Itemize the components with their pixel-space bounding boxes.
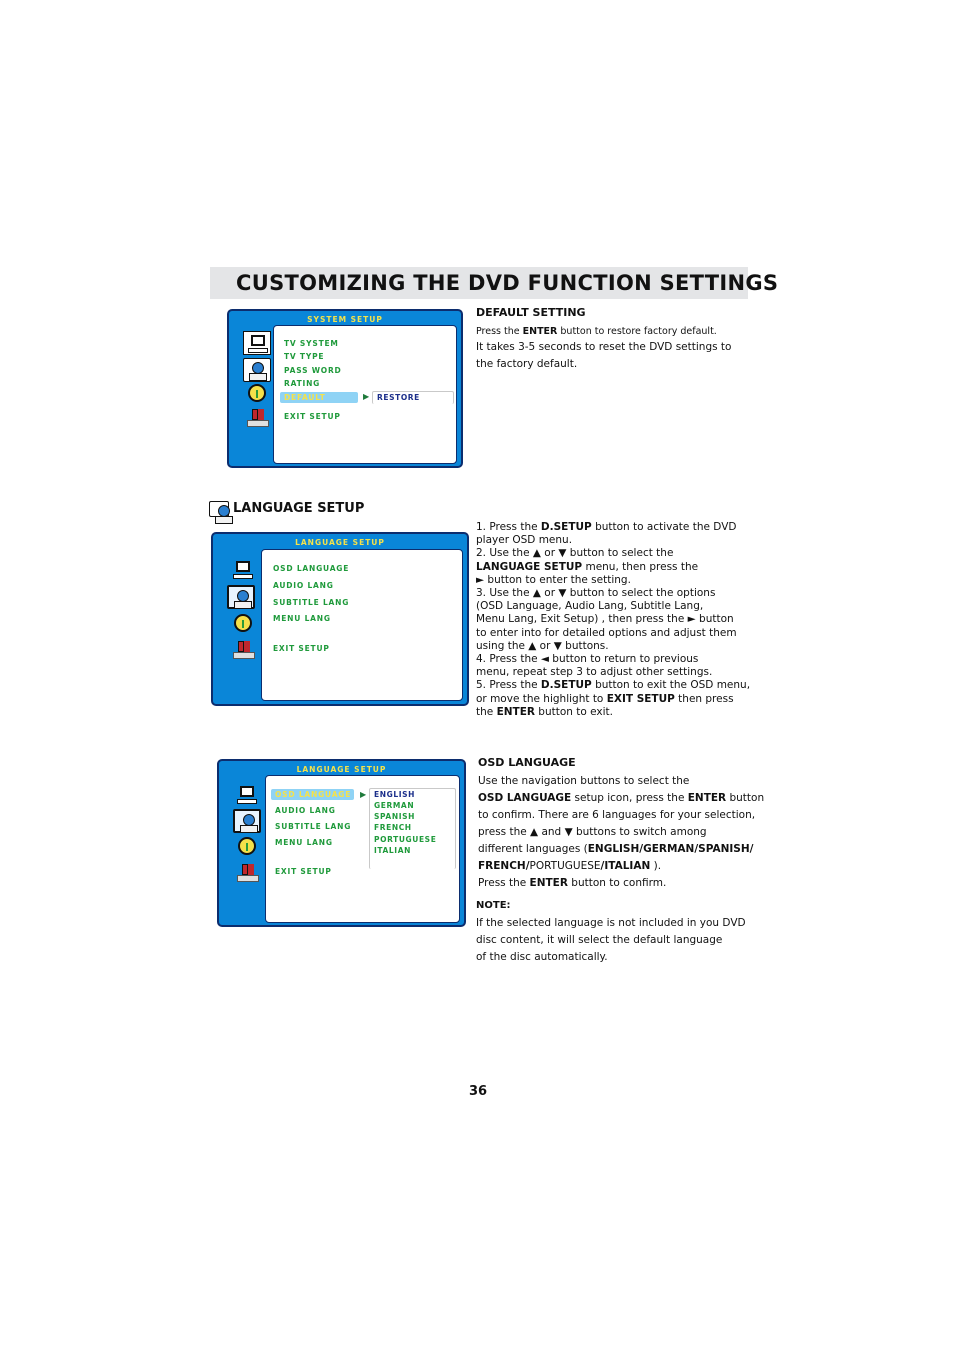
menu-item-osd-language[interactable]: OSD LANGUAGE (271, 789, 354, 800)
language-setup-step-line-10: using the ▲ or ▼ buttons. (476, 639, 609, 652)
submenu-item-english[interactable]: ENGLISH (374, 790, 416, 799)
osd-language-line-1: Use the navigation buttons to select the (478, 775, 690, 787)
menu-item-menu-lang[interactable]: MENU LANG (273, 614, 331, 623)
osd-menu-area (273, 325, 457, 464)
disc-icon (233, 836, 261, 860)
submenu-item-german[interactable]: GERMAN (374, 801, 415, 810)
osd-menu-area (265, 775, 460, 923)
note-heading: NOTE: (476, 900, 511, 911)
default-setting-heading: DEFAULT SETTING (476, 306, 586, 319)
language-setup-heading: LANGUAGE SETUP (233, 501, 365, 516)
osd-header: LANGUAGE SETUP (295, 538, 385, 547)
language-setup-step-line-2: player OSD menu. (476, 534, 573, 547)
osd-header: LANGUAGE SETUP (296, 765, 387, 774)
language-setup-step-line-14: or move the highlight to EXIT SETUP then press (476, 692, 734, 705)
osd-language-line-2: OSD LANGUAGE setup icon, press the ENTER button (478, 792, 765, 804)
osd-language-line-6: FRENCH/PORTUGUESE/ITALIAN ). (478, 860, 662, 872)
page-number: 36 (469, 1084, 488, 1099)
menu-item-tv-system[interactable]: TV SYSTEM (284, 339, 339, 348)
language-setup-step-line-1: 1. Press the D.SETUP button to activate the DVD (476, 521, 737, 533)
osd-language-line-7: Press the ENTER button to confirm. (478, 877, 667, 889)
menu-item-exit-setup[interactable]: EXIT SETUP (284, 412, 341, 421)
language-setup-step-line-4: LANGUAGE SETUP menu, then press the (476, 560, 699, 573)
osd-menu-area (261, 549, 463, 701)
language-setup-step-line-13: 5. Press the D.SETUP button to exit the OSD menu, (476, 679, 751, 692)
osd-language-heading: OSD LANGUAGE (478, 756, 576, 769)
menu-item-subtitle-lang[interactable]: SUBTITLE LANG (275, 822, 352, 831)
osd-language-osd (217, 759, 466, 927)
arrow-right-icon: ▶ (363, 392, 370, 401)
language-setup-step-line-8: Menu Lang, Exit Setup) , then press the ► button (476, 613, 734, 626)
osd-language-line-3: to confirm. There are 6 languages for your selection, (478, 809, 756, 821)
language-setup-step-line-9: to enter into for detailed options and adjust them (476, 626, 737, 639)
language-setup-step-line-7: (OSD Language, Audio Lang, Subtitle Lang, (476, 600, 704, 613)
osd-header: SYSTEM SETUP (307, 315, 383, 324)
osd-language-line-5: different languages (ENGLISH/GERMAN/SPANISH/ (478, 843, 754, 855)
page-title: CUSTOMIZING THE DVD FUNCTION SETTINGS (236, 271, 779, 295)
tv-setup-icon (233, 783, 261, 807)
language-setup-step-line-5: ► button to enter the setting. (476, 573, 631, 586)
default-setting-line-1: Press the ENTER button to restore factory default. (476, 326, 717, 337)
default-setting-line-2: It takes 3-5 seconds to reset the DVD settings to (476, 341, 732, 353)
language-icon (227, 585, 255, 609)
language-setup-step-line-6: 3. Use the ▲ or ▼ button to select the options (476, 587, 716, 599)
menu-item-default[interactable]: DEFAULT (280, 392, 358, 403)
language-setup-step-line-3: 2. Use the ▲ or ▼ button to select the (476, 547, 674, 560)
submenu-item-restore[interactable]: RESTORE (377, 393, 420, 402)
language-setup-osd (211, 532, 469, 706)
system-setup-osd (227, 309, 463, 468)
note-line-1: If the selected language is not included in you DVD (476, 917, 746, 929)
speaker-icon (233, 862, 261, 886)
menu-item-menu-lang[interactable]: MENU LANG (275, 838, 333, 847)
submenu-item-spanish[interactable]: SPANISH (374, 812, 415, 821)
submenu-item-italian[interactable]: ITALIAN (374, 846, 411, 855)
menu-item-exit-setup[interactable]: EXIT SETUP (273, 644, 330, 653)
language-icon (243, 358, 271, 382)
language-setup-step-line-11: 4. Press the ◄ button to return to previous (476, 653, 699, 665)
submenu-item-portuguese[interactable]: PORTUGUESE (374, 835, 437, 844)
speaker-icon (243, 407, 271, 431)
default-setting-line-3: the factory default. (476, 358, 578, 370)
menu-item-audio-lang[interactable]: AUDIO LANG (275, 806, 336, 815)
menu-item-password[interactable]: PASS WORD (284, 366, 342, 375)
note-line-3: of the disc automatically. (476, 951, 608, 963)
menu-item-audio-lang[interactable]: AUDIO LANG (273, 581, 334, 590)
note-line-2: disc content, it will select the default language (476, 934, 723, 946)
tv-setup-icon (229, 558, 257, 582)
disc-icon (229, 613, 257, 637)
tv-setup-icon (243, 331, 271, 355)
language-setup-icon (209, 501, 229, 517)
speaker-icon (229, 639, 257, 663)
arrow-right-icon: ▶ (360, 790, 367, 799)
osd-language-line-4: press the ▲ and ▼ buttons to switch among (478, 826, 707, 838)
page-title-bar (210, 267, 779, 299)
menu-item-exit-setup[interactable]: EXIT SETUP (275, 867, 332, 876)
language-icon (233, 809, 261, 833)
language-setup-step-line-12: menu, repeat step 3 to adjust other settings. (476, 666, 713, 679)
menu-item-subtitle-lang[interactable]: SUBTITLE LANG (273, 598, 350, 607)
submenu-item-french[interactable]: FRENCH (374, 823, 412, 832)
language-setup-step-line-15: the ENTER button to exit. (476, 705, 614, 718)
menu-item-rating[interactable]: RATING (284, 379, 321, 388)
disc-icon (243, 383, 271, 407)
menu-item-osd-language[interactable]: OSD LANGUAGE (273, 564, 350, 573)
menu-item-tv-type[interactable]: TV TYPE (284, 352, 325, 361)
